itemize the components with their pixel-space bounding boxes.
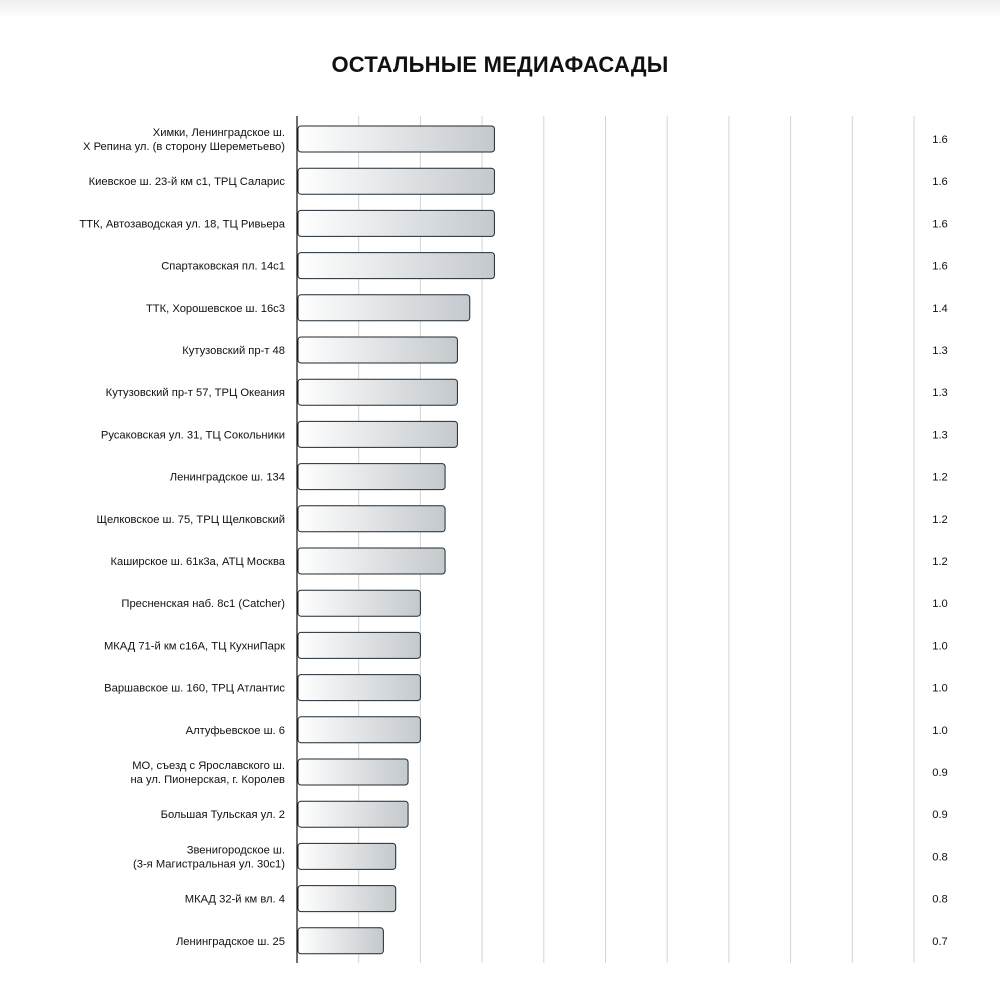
value-label: 0.8	[932, 851, 948, 864]
value-label: 1.3	[932, 387, 948, 400]
value-label: 1.2	[932, 556, 948, 568]
bar	[298, 168, 494, 194]
value-label: 1.0	[932, 724, 948, 737]
value-label: 0.7	[932, 935, 948, 948]
value-label: 1.6	[932, 176, 948, 189]
bar	[298, 928, 383, 954]
category-label: Щелковское ш. 75, ТРЦ Щелковский	[96, 513, 285, 526]
value-label: 1.6	[932, 260, 948, 273]
bar	[298, 632, 420, 658]
bar	[298, 675, 420, 701]
category-label: Русаковская ул. 31, ТЦ Сокольники	[100, 429, 285, 442]
category-label: МО, съезд с Ярославского ш. на ул. Пионерская, г. Королев	[130, 760, 285, 786]
value-label: 1.4	[932, 302, 948, 315]
value-label: 0.9	[932, 767, 948, 779]
value-label: 1.3	[932, 429, 948, 442]
value-label: 1.6	[932, 218, 948, 231]
category-label: Спартаковская пл. 14с1	[161, 260, 285, 273]
category-label: Варшавское ш. 160, ТРЦ Атлантис	[104, 682, 285, 695]
value-label: 1.2	[932, 471, 948, 484]
category-label: ТТК, Автозаводская ул. 18, ТЦ Ривьера	[79, 218, 285, 231]
value-labels	[932, 134, 948, 948]
category-label: Ленинградское ш. 25	[175, 935, 285, 948]
category-label: Киевское ш. 23-й км с1, ТРЦ Саларис	[88, 176, 285, 189]
category-label: Алтуфьевское ш. 6	[185, 724, 285, 737]
bar	[298, 506, 445, 532]
bar	[298, 464, 445, 490]
category-label: Химки, Ленинградское ш. Х Репина ул. (в сторону Шереметьево)	[83, 127, 285, 153]
bar	[298, 843, 396, 869]
category-label: МКАД 71-й км с16А, ТЦ КухниПарк	[103, 640, 285, 653]
category-label: Кутузовский пр-т 57, ТРЦ Океания	[105, 387, 285, 400]
bar	[298, 126, 494, 152]
value-label: 1.6	[932, 134, 948, 146]
bar	[298, 717, 420, 743]
category-label: Пресненская наб. 8с1 (Catcher)	[121, 598, 285, 611]
bar	[298, 337, 457, 363]
bar	[298, 253, 494, 279]
category-label: Кутузовский пр-т 48	[182, 345, 285, 357]
bar	[298, 421, 457, 447]
value-label: 1.0	[932, 682, 948, 695]
category-label: Звенигородское ш. (3-я Магистральная ул. 30с1)	[133, 844, 285, 871]
bar	[298, 759, 408, 785]
bar	[298, 210, 494, 236]
grid-lines	[359, 116, 914, 963]
value-label: 1.3	[932, 345, 948, 357]
value-label: 1.0	[932, 598, 948, 611]
bar	[298, 886, 396, 912]
category-label: ТТК, Хорошевское ш. 16с3	[145, 302, 285, 315]
bar	[298, 379, 457, 405]
bar	[298, 801, 408, 827]
value-label: 1.2	[932, 513, 948, 526]
bar	[298, 548, 445, 574]
category-label: Большая Тульская ул. 2	[160, 809, 285, 822]
value-label: 0.8	[932, 893, 948, 906]
category-labels	[79, 127, 285, 948]
category-label: Каширское ш. 61к3а, АТЦ Москва	[110, 556, 285, 568]
bar	[298, 590, 420, 616]
bars	[298, 126, 494, 954]
value-label: 0.9	[932, 809, 948, 822]
value-label: 1.0	[932, 640, 948, 653]
bar	[298, 295, 470, 321]
category-label: Ленинградское ш. 134	[169, 471, 285, 484]
category-label: МКАД 32-й км вл. 4	[184, 893, 285, 906]
chart-title: ОСТАЛЬНЫЕ МЕДИАФАСАДЫ	[331, 52, 669, 77]
